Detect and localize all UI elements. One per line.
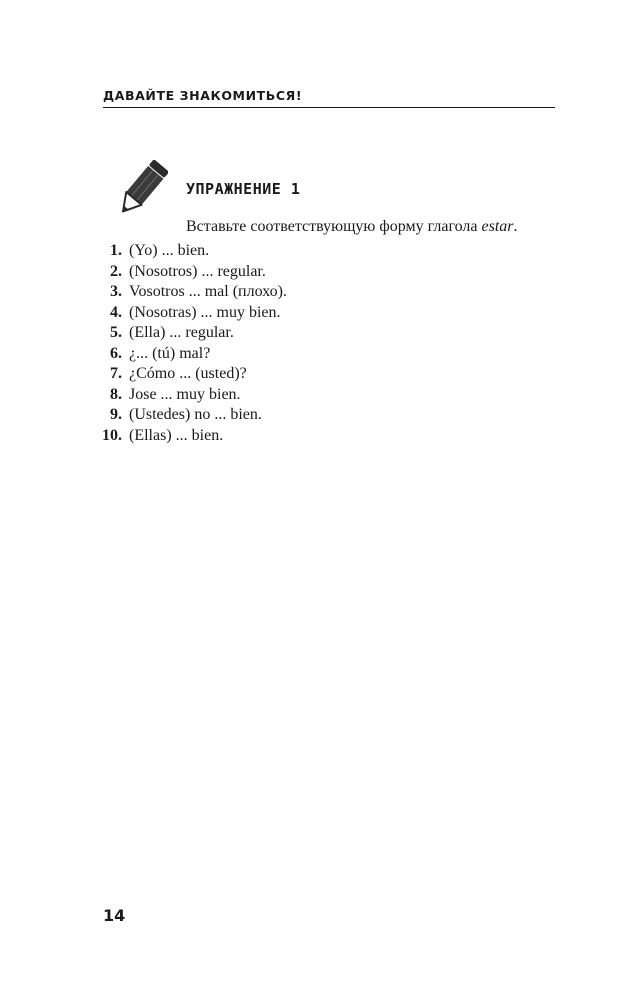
instruction-end: . (513, 218, 518, 235)
item-number: 1. (110, 242, 122, 259)
item-text: ¿... (tú) mal? (129, 344, 211, 362)
exercise-item (96, 405, 287, 426)
exercise-item (96, 282, 287, 303)
exercise-item (96, 303, 287, 324)
exercise-item (96, 262, 287, 283)
item-text: (Ustedes) no ... bien. (129, 406, 262, 423)
item-text: Jose ... muy bien. (129, 385, 241, 403)
pencil-icon (114, 160, 168, 220)
exercise-items (96, 241, 287, 446)
item-number: 3. (110, 283, 122, 300)
instruction-text: Вставьте соответствующую форму глагола (186, 218, 482, 235)
header-rule (103, 107, 555, 108)
item-text: (Yo) ... bien. (129, 242, 210, 259)
exercise-item (96, 364, 287, 385)
item-text: (Nosotros) ... regular. (129, 262, 266, 280)
item-text: (Ellas) ... bien. (129, 426, 224, 444)
item-number: 9. (110, 406, 122, 423)
item-number: 7. (110, 365, 122, 382)
item-text: (Nosotras) ... muy bien. (129, 303, 281, 321)
item-number: 10. (102, 426, 122, 444)
page-number: 14 (103, 906, 126, 925)
item-number: 6. (110, 344, 122, 362)
exercise-item (96, 426, 287, 447)
instruction-verb: estar (481, 218, 514, 235)
item-number: 8. (110, 385, 122, 403)
item-text: ¿Cómo ... (usted)? (129, 365, 247, 382)
item-text: (Ella) ... regular. (129, 324, 234, 341)
exercise-item (96, 241, 287, 262)
item-text: Vosotros ... mal (плохо). (129, 283, 287, 300)
item-number: 2. (110, 262, 122, 280)
item-number: 4. (110, 303, 122, 321)
item-number: 5. (110, 324, 122, 341)
exercise-item (96, 344, 287, 365)
exercise-item (96, 385, 287, 406)
exercise-instruction (186, 218, 517, 236)
exercise-title: УПРАЖНЕНИЕ 1 (186, 180, 301, 198)
exercise-item (96, 323, 287, 344)
running-head: ДАВАЙТЕ ЗНАКОМИТЬСЯ! (103, 88, 303, 103)
